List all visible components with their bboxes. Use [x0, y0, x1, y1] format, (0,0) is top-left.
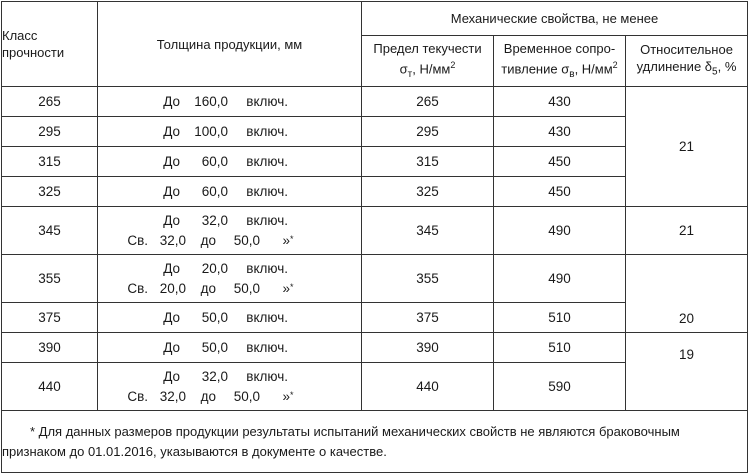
thickness-cell	[98, 117, 362, 147]
header-thickness: Толщина продукции, мм	[98, 2, 362, 87]
footnote-mark: *	[290, 389, 294, 400]
yield-cell: 315	[362, 147, 494, 177]
t-from: 32,0	[159, 232, 186, 248]
t-pre: До	[163, 183, 180, 199]
yield-cell: 375	[362, 303, 494, 333]
class-cell: 265	[2, 87, 98, 117]
elongation-cell: 20	[626, 255, 748, 333]
yield-cell: 390	[362, 333, 494, 363]
class-cell: 440	[2, 363, 98, 411]
t-pre: До	[163, 368, 180, 384]
header-tensile: Временное сопро- тивление $\sigma_в$, $Н/мм^2$	[494, 36, 626, 87]
header-yield-label: Предел текучести	[373, 40, 482, 56]
class-cell: 315	[2, 147, 98, 177]
t-num: 160,0	[194, 93, 228, 109]
yield-cell: 355	[362, 255, 494, 303]
t-num2: 50,0	[233, 388, 260, 404]
tensile-unit: Н/мм	[581, 60, 613, 76]
footnote-mark: *	[290, 233, 294, 244]
yield-sigma: σ	[399, 60, 408, 76]
table-row	[2, 333, 748, 363]
t-num: 50,0	[201, 309, 228, 325]
thickness-cell	[98, 147, 362, 177]
tensile-cell: 450	[494, 177, 626, 207]
elongation-cell: 21	[626, 87, 748, 207]
tensile-sq: 2	[612, 59, 618, 70]
tensile-cell: 430	[494, 117, 626, 147]
t-suf: включ.	[246, 309, 288, 325]
t-suf2: »	[282, 280, 290, 296]
t-suf: включ.	[246, 123, 288, 139]
tensile-cell: 510	[494, 303, 626, 333]
thickness-cell	[98, 177, 362, 207]
t-num2: 50,0	[233, 280, 260, 296]
footnote-text: * Для данных размеров продукции результаты испытаний механических свойств не являются браковочным признаком до 01.01.2016, указываются в документе о качестве.	[2, 423, 680, 459]
t-suf: включ.	[246, 260, 288, 276]
t-suf: включ.	[246, 153, 288, 169]
t-from: 20,0	[159, 280, 186, 296]
t-num: 60,0	[201, 153, 228, 169]
tensile-cell: 490	[494, 207, 626, 255]
mechanical-properties-table	[1, 1, 748, 473]
class-cell: 375	[2, 303, 98, 333]
header-yield: Предел текучести $\sigma_т$, $Н/мм^2$	[362, 36, 494, 87]
elong-unit: , %	[717, 59, 737, 75]
thickness-cell	[98, 333, 362, 363]
table-row	[2, 207, 748, 255]
thickness-cell	[98, 87, 362, 117]
yield-sq: 2	[450, 59, 456, 70]
class-cell: 345	[2, 207, 98, 255]
yield-cell: 345	[362, 207, 494, 255]
t-pre: До	[163, 93, 180, 109]
t-num: 20,0	[201, 260, 228, 276]
t-pre: До	[163, 260, 180, 276]
class-cell: 355	[2, 255, 98, 303]
elong-sub: 5	[712, 66, 718, 78]
t-sv: Св.	[127, 280, 148, 296]
t-suf: включ.	[246, 212, 288, 228]
table-row	[2, 87, 748, 117]
header-mech-properties: Механические свойства, не менее	[362, 2, 748, 36]
t-suf: включ.	[246, 339, 288, 355]
t-num: 100,0	[194, 123, 228, 139]
t-num: 32,0	[201, 368, 228, 384]
yield-cell: 295	[362, 117, 494, 147]
thickness-cell	[98, 303, 362, 333]
header-elong-label2: удлинение δ	[636, 59, 713, 75]
footnote-mark: *	[290, 281, 294, 292]
tensile-cell: 590	[494, 363, 626, 411]
yield-unit: Н/мм	[419, 60, 451, 76]
tensile-cell: 430	[494, 87, 626, 117]
t-num: 60,0	[201, 183, 228, 199]
t-num2: 50,0	[233, 232, 260, 248]
footnote	[2, 411, 748, 473]
t-pre: До	[163, 212, 180, 228]
t-pre: До	[163, 153, 180, 169]
tensile-cell: 490	[494, 255, 626, 303]
t-to: до	[200, 388, 216, 404]
class-cell: 295	[2, 117, 98, 147]
t-pre: До	[163, 309, 180, 325]
t-suf2: »	[282, 388, 290, 404]
t-suf2: »	[282, 232, 290, 248]
t-num: 50,0	[201, 339, 228, 355]
t-to: до	[200, 280, 216, 296]
t-from: 32,0	[159, 388, 186, 404]
t-num: 32,0	[201, 212, 228, 228]
t-suf: включ.	[246, 368, 288, 384]
tensile-cell: 450	[494, 147, 626, 177]
tensile-cell: 510	[494, 333, 626, 363]
t-suf: включ.	[246, 93, 288, 109]
elongation-cell: 21	[626, 207, 748, 255]
yield-cell: 265	[362, 87, 494, 117]
thickness-cell	[98, 207, 362, 255]
yield-sub: т	[407, 68, 413, 80]
table-row	[2, 255, 748, 303]
t-sv: Св.	[127, 388, 148, 404]
header-class: Класс прочности	[2, 2, 98, 87]
tensile-sub: в	[569, 68, 575, 80]
thickness-cell	[98, 363, 362, 411]
t-to: до	[200, 232, 216, 248]
header-tensile-label2: тивление σ	[501, 60, 570, 76]
class-cell: 325	[2, 177, 98, 207]
header-tensile-label: Временное сопро-	[503, 40, 616, 56]
thickness-cell	[98, 255, 362, 303]
t-pre: До	[163, 339, 180, 355]
elongation-cell: 19	[626, 333, 748, 411]
yield-cell: 440	[362, 363, 494, 411]
t-pre: До	[163, 123, 180, 139]
header-elong-label: Относительное	[640, 42, 733, 58]
class-cell: 390	[2, 333, 98, 363]
header-elongation	[626, 36, 748, 87]
t-suf: включ.	[246, 183, 288, 199]
yield-cell: 325	[362, 177, 494, 207]
t-sv: Св.	[127, 232, 148, 248]
